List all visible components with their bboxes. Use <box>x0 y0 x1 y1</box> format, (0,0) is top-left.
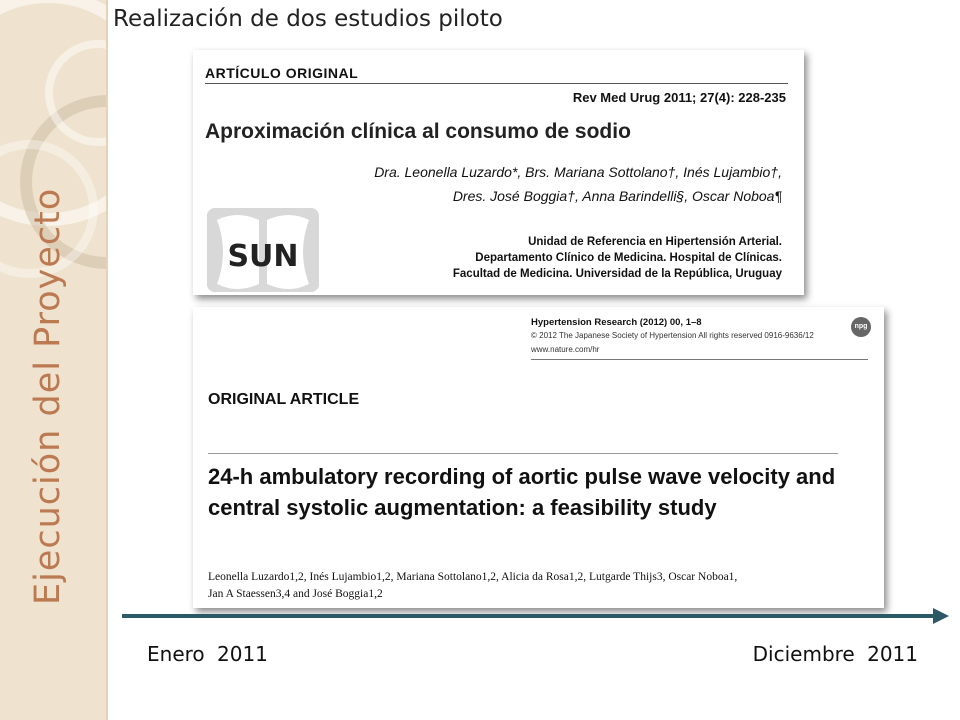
copyright-line: © 2012 The Japanese Society of Hypertension All rights reserved 0916-9636/12 <box>531 331 814 340</box>
authors-line: Leonella Luzardo1,2, Inés Lujambio1,2, Mariana Sottolano1,2, Alicia da Rosa1,2, Lutgarde Thijs3, Oscar Noboa1, <box>208 571 738 583</box>
authors-line: Dres. José Boggia†, Anna Barindelli§, Oscar Noboa¶ <box>452 188 782 204</box>
article-title: 24-h ambulatory recording of aortic pulse wave velocity and central systolic augmentation: a feasibility study <box>208 464 836 520</box>
timeline-line <box>122 614 937 618</box>
divider <box>205 83 788 84</box>
journal-citation: Hypertension Research (2012) 00, 1–8 <box>531 317 702 328</box>
institution-line: Departamento Clínico de Medicina. Hospital de Clínicas. <box>475 252 782 264</box>
article-card-hypertension-research <box>193 307 884 608</box>
article-type-label: ORIGINAL ARTICLE <box>208 391 360 408</box>
journal-citation: Rev Med Urug 2011; 27(4): 228-235 <box>572 90 786 105</box>
authors-line: Dra. Leonella Luzardo*, Brs. Mariana Sottolano†, Inés Lujambio†, <box>374 164 782 180</box>
divider <box>531 359 868 360</box>
article-title: Aproximación clínica al consumo de sodio <box>205 120 631 143</box>
journal-url: www.nature.com/hr <box>531 345 600 354</box>
article-institution <box>453 234 782 282</box>
article-card-rev-med-urug <box>193 50 804 295</box>
article-authors <box>208 569 868 603</box>
article-type-label: ARTÍCULO ORIGINAL <box>205 65 359 81</box>
divider <box>208 453 838 454</box>
authors-line: Jan A Staessen3,4 and José Boggia1,2 <box>208 588 383 600</box>
institution-line: Facultad de Medicina. Universidad de la República, Uruguay <box>452 268 782 280</box>
timeline-start-label: Enero 2011 <box>147 642 268 666</box>
timeline-end-label: Diciembre 2011 <box>752 642 918 666</box>
npg-logo: npg <box>851 317 871 337</box>
section-vertical-title: Ejecución del Proyecto <box>28 187 68 605</box>
slide-title: Realización de dos estudios piloto <box>113 6 503 32</box>
institution-line: Unidad de Referencia en Hipertensión Arterial. <box>528 236 782 248</box>
sun-logo <box>207 208 319 292</box>
article-authors <box>374 160 782 208</box>
timeline-arrow-icon <box>933 608 949 624</box>
logo-text: SUN <box>227 239 299 274</box>
